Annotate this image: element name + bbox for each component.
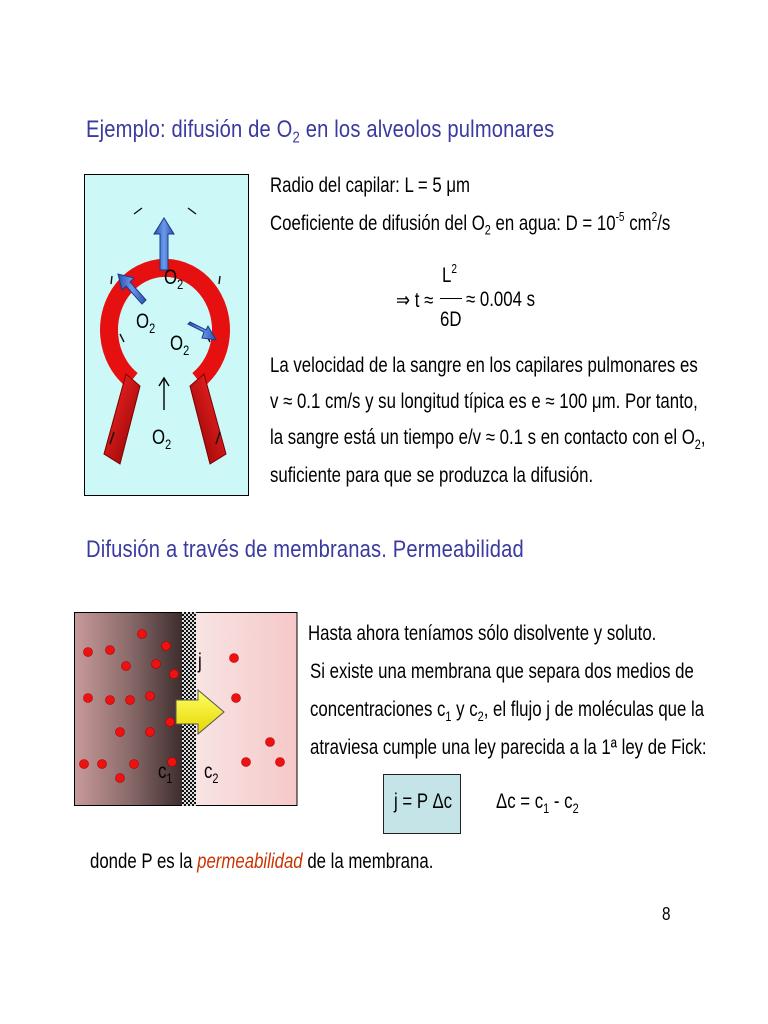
closing-sentence: donde P es la permeabilidad de la membrana. [90, 850, 434, 873]
page-number: 8 [662, 904, 671, 924]
o2-label-left: $O_2$ [136, 310, 156, 336]
formula-rhs: ≈ 0.004 s [466, 288, 535, 311]
section1-title: Ejemplo: difusión de $O_2$ en los alveolos pulmonares [86, 116, 555, 147]
delta-c-formula: $\Delta c = c_1 - c_2$ [496, 790, 579, 816]
paragraph-line-2: v ≈ 0.1 cm/s y su longitud típica es e ≈ 100 μm. Por tanto, [270, 390, 698, 413]
flux-label: j [198, 650, 202, 673]
diffusion-coefficient-line: Coeficiente de difusión del $O_2$ en agua: $D = 10^{-5}$ $cm^2/s$ [270, 210, 671, 238]
c1-label: $c_1$ [158, 760, 173, 786]
radius-line: Radio del capilar: L = 5 μm [270, 174, 471, 197]
formula-denominator: 6D [440, 308, 462, 331]
fraction-bar [440, 298, 462, 299]
formula-lhs: ⇒ t ≈ [396, 289, 434, 312]
paragraph-line-1: La velocidad de la sangre en los capilares pulmonares es [270, 354, 698, 377]
o2-label-bottom: $O_2$ [152, 426, 172, 452]
permeability-formula: j = P Δc [394, 790, 453, 813]
section2-line-2: Si existe una membrana que separa dos medios de [310, 660, 694, 683]
o2-label-top: $O_2$ [164, 266, 184, 292]
o2-label-right: $O_2$ [170, 332, 190, 358]
formula-numerator: $L^2$ [442, 262, 457, 287]
section2-line-4: atraviesa cumple una ley parecida a la 1ª ley de Fick: [310, 736, 707, 759]
permeability-term: permeabilidad [197, 850, 303, 873]
section2-line-1: Hasta ahora teníamos sólo disolvente y soluto. [308, 622, 657, 645]
section2-line-3: concentraciones $c_1$ y $c_2$, el flujo j de moléculas que la [310, 698, 705, 724]
paragraph-line-4: suficiente para que se produzca la difusión. [270, 464, 594, 487]
c2-label: $c_2$ [204, 760, 219, 786]
membrane-diagram [74, 612, 298, 806]
paragraph-line-3: la sangre está un tiempo e/v ≈ 0.1 s en contacto con el $O_2$, [270, 426, 706, 452]
section2-title: Difusión a través de membranas. Permeabilidad [86, 536, 524, 563]
